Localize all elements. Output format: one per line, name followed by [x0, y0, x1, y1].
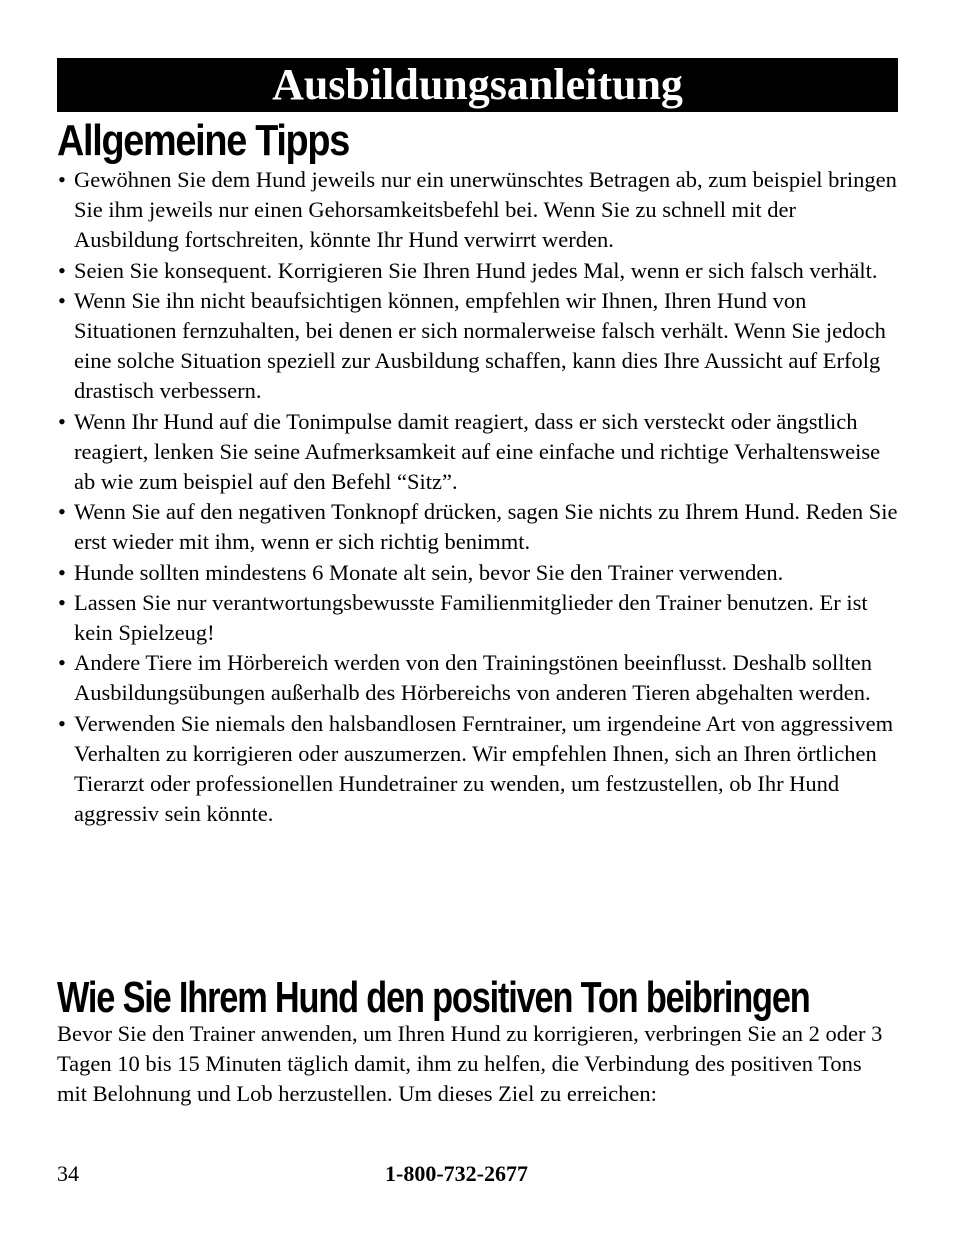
tip-text: Andere Tiere im Hörbereich werden von den Trainingstönen beeinflusst. Deshalb sollten Ausbildungsübungen außerhalb des Hörbereichs von anderen Tieren abgehalten werden. [74, 650, 872, 706]
list-item [57, 558, 902, 588]
tips-list [57, 165, 902, 829]
list-item [57, 588, 902, 648]
tip-text: Verwenden Sie niemals den halsbandlosen Ferntrainer, um irgendeine Art von aggressivem Verhalten zu korrigieren oder auszumerzen. Wir empfehlen Ihnen, sich an Ihren örtlichen Tierarzt oder professionellen Hundetrainer zu wenden, um festzustellen, ob Ihr Hund aggressiv sein könnte. [74, 710, 894, 827]
list-item [57, 165, 902, 256]
tip-text: Hunde sollten mindestens 6 Monate alt sein, bevor Sie den Trainer verwenden. [74, 559, 784, 585]
general-tips-heading: Allgemeine Tipps [57, 116, 349, 165]
tip-text: Wenn Ihr Hund auf die Tonimpulse damit reagiert, dass er sich versteckt oder ängstlich reagiert, lenken Sie seine Aufmerksamkeit auf eine einfache und richtige Verhaltensweise ab wie zum beispiel auf den Befehl “Sitz”. [74, 408, 881, 495]
list-item [57, 709, 902, 830]
list-item [57, 497, 902, 557]
tip-text: Wenn Sie auf den negativen Tonknopf drücken, sagen Sie nichts zu Ihrem Hund. Reden Sie erst wieder mit ihm, wenn er sich richtig benimmt. [74, 499, 898, 555]
bullet-icon: • [58, 408, 66, 434]
intro-paragraph: Bevor Sie den Trainer anwenden, um Ihren Hund zu korrigieren, verbringen Sie an 2 oder 3 Tagen 10 bis 15 Minuten täglich damit, ihm zu helfen, die Verbindung des positiven Tons mit Belohnung und Lob herzustellen. Um dieses Ziel zu erreichen: [57, 1021, 883, 1107]
bullet-icon: • [58, 710, 66, 736]
bullet-icon: • [58, 589, 66, 615]
positive-tone-heading: Wie Sie Ihrem Hund den positiven Ton beibringen [57, 973, 810, 1022]
bullet-icon: • [58, 167, 66, 192]
list-item [57, 648, 902, 708]
bullet-icon: • [58, 257, 66, 283]
bullet-icon: • [58, 499, 66, 525]
banner-title: Ausbildungsanleitung [272, 60, 683, 109]
section-banner [57, 58, 898, 112]
list-item [57, 407, 902, 498]
tip-text: Lassen Sie nur verantwortungsbewusste Familienmitglieder den Trainer benutzen. Er ist kein Spielzeug! [74, 589, 868, 646]
bullet-icon: • [58, 650, 66, 676]
tip-text: Wenn Sie ihn nicht beaufsichtigen können, empfehlen wir Ihnen, Ihren Hund von Situationen fernzuhalten, bei denen er sich normalerweise falsch verhält. Wenn Sie jedoch eine solche Situation speziell zur Ausbildung schaffen, kann dies Ihre Aussicht auf Erfolg drastisch verbessern. [74, 287, 886, 404]
list-item [57, 256, 902, 286]
list-item [57, 286, 902, 407]
bullet-icon: • [58, 559, 66, 585]
bullet-icon: • [58, 287, 66, 313]
page-number: 34 [57, 1161, 79, 1186]
phone-number: 1-800-732-2677 [385, 1161, 528, 1186]
tip-text: Seien Sie konsequent. Korrigieren Sie Ihren Hund jedes Mal, wenn er sich falsch verhält. [74, 257, 878, 283]
tip-text: Gewöhnen Sie dem Hund jeweils nur ein unerwünschtes Betragen ab, zum beispiel bringen Sie ihm jeweils nur einen Gehorsamkeitsbefehl bei. Wenn Sie zu schnell mit der Ausbildung fortschreiten, könnte Ihr Hund verwirrt werden. [74, 167, 897, 253]
